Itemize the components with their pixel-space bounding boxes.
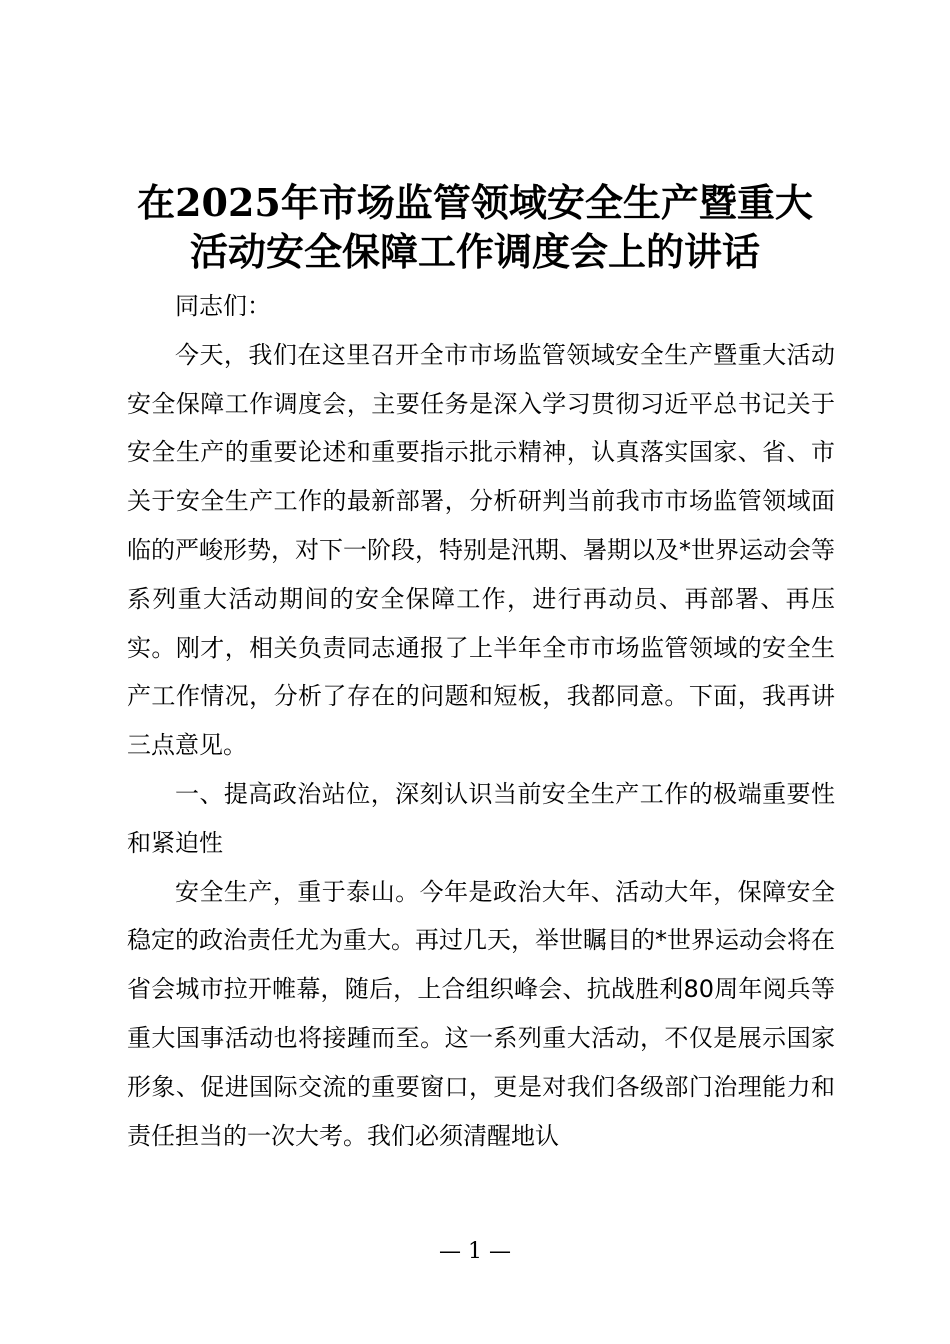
- section-heading: 一、提高政治站位，深刻认识当前安全生产工作的极端重要性和紧迫性: [127, 779, 835, 857]
- document-title: 在2025年市场监管领域安全生产暨重大活动安全保障工作调度会上的讲话: [137, 180, 813, 274]
- intro-paragraph: 今天，我们在这里召开全市市场监管领域安全生产暨重大活动安全保障工作调度会，主要任务是深入学习贯彻习近平总书记关于安全生产的重要论述和重要指示批示精神，认真落实国家、省、市关于安全生产工作的最新部署，分析研判当前我市市场监管领域面临的严峻形势，对下一阶段，特别是汛期、暑期以及*世界运动会等系列重大活动期间的安全保障工作，进行再动员、再部署、再压实。刚才，相关负责同志通报了上半年全市市场监管领域的安全生产工作情况，分析了存在的问题和短板，我都同意。下面，我再讲三点意见。: [127, 340, 835, 760]
- body-paragraph: 安全生产，重于泰山。今年是政治大年、活动大年，保障安全稳定的政治责任尤为重大。再过几天，举世瞩目的*世界运动会将在省会城市拉开帷幕，随后，上合组织峰会、抗战胜利80周年阅兵等重大国事活动也将接踵而至。这一系列重大活动，不仅是展示国家形象、促进国际交流的重要窗口，更是对我们各级部门治理能力和责任担当的一次大考。我们必须清醒地认: [127, 877, 835, 1150]
- salutation-paragraph: 同志们：: [175, 292, 271, 320]
- document-body: [127, 282, 835, 1160]
- page-number: — 1 —: [439, 1239, 511, 1264]
